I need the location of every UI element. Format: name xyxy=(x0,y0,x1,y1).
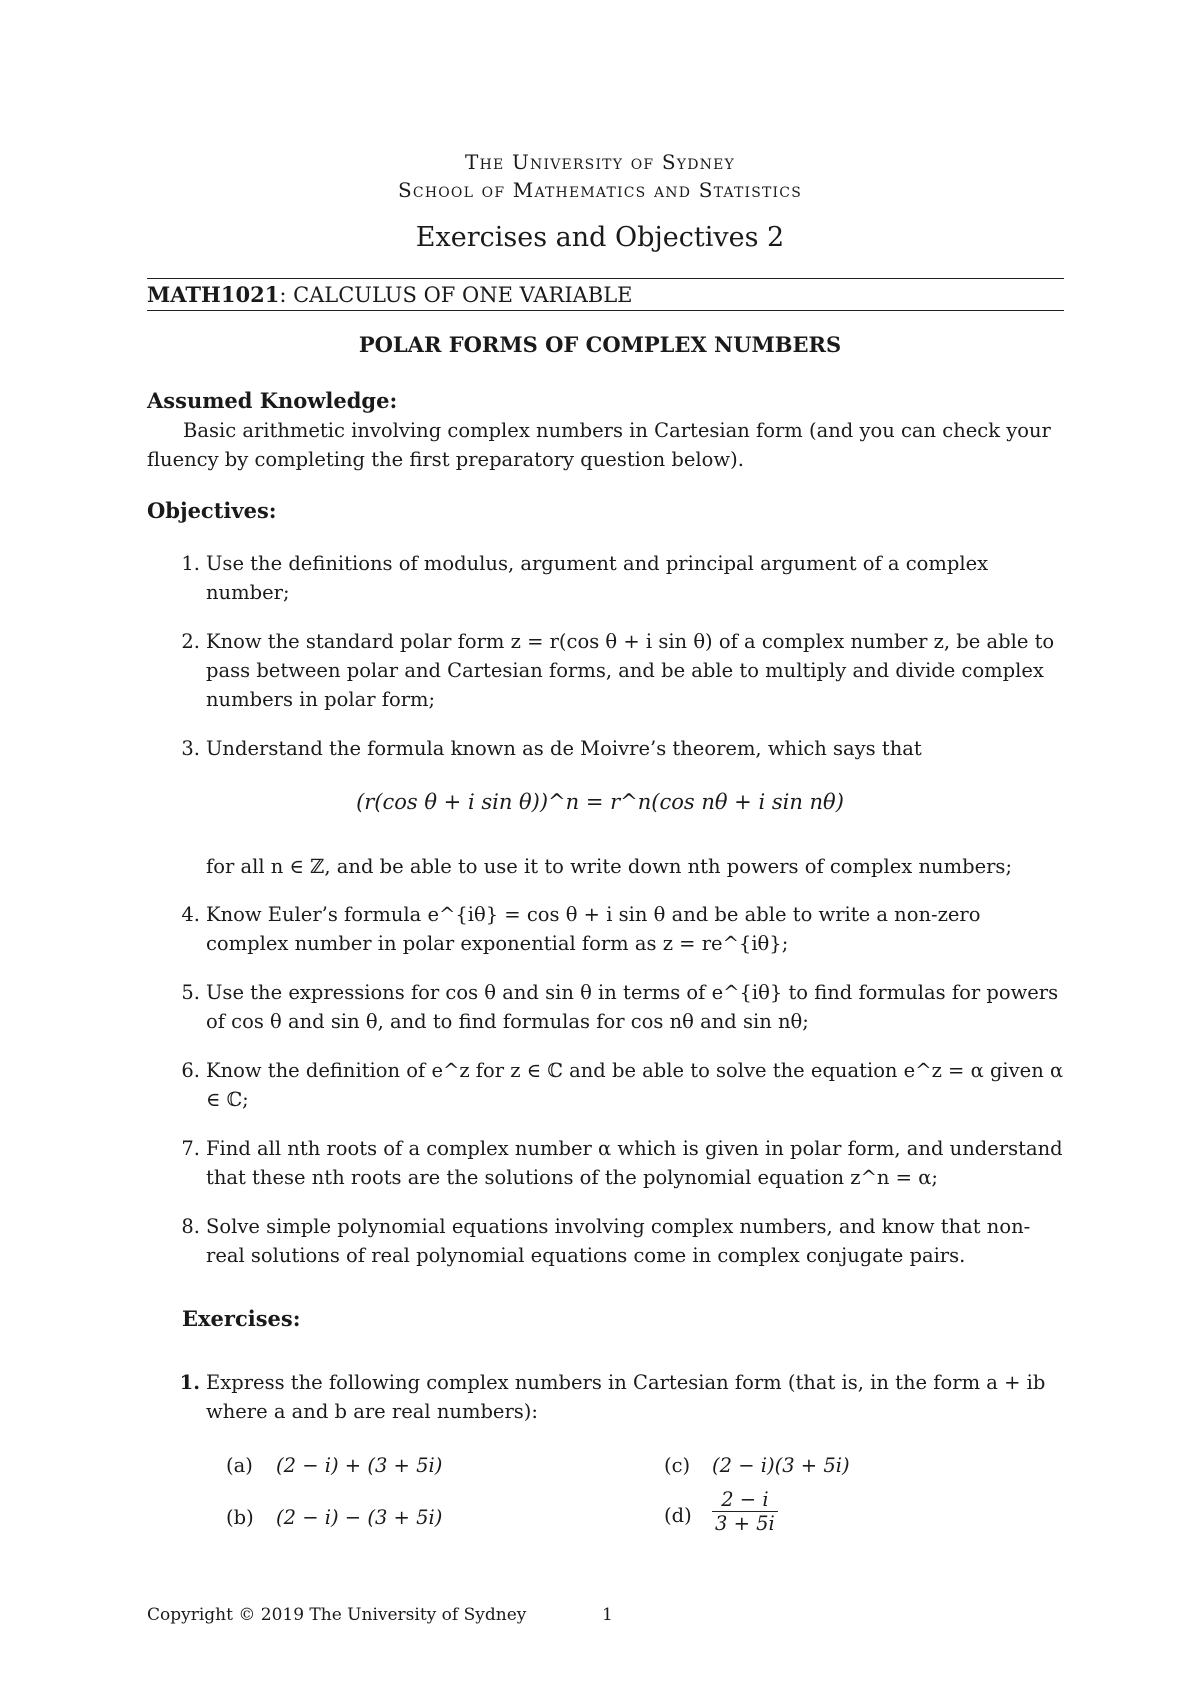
exercise-part-expression: (2 − i) − (3 + 5i) xyxy=(276,1506,443,1529)
objectives-heading: Objectives: xyxy=(147,498,277,523)
de-moivre-equation: (r(cos θ + i sin θ))^n = r^n(cos nθ + i sin nθ) xyxy=(356,790,844,814)
bottom-rule xyxy=(147,310,1064,311)
course-name: : CALCULUS OF ONE VARIABLE xyxy=(279,283,633,307)
course-line xyxy=(147,282,633,307)
fraction-denominator: 3 + 5i xyxy=(715,1512,775,1535)
objective-text: Know the definition of e^z for z ∈ ℂ and be able to solve the equation e^z = α given α ∈ ℂ; xyxy=(206,1059,1064,1111)
exercise-part-label: (b) xyxy=(226,1506,254,1529)
de-moivre-continuation: for all n ∈ ℤ, and be able to use it to write down nth powers of complex numbers; xyxy=(206,855,1013,878)
footer-copyright: Copyright © 2019 The University of Sydney xyxy=(147,1605,527,1625)
exercise-part-fraction xyxy=(712,1488,778,1535)
objective-text: Solve simple polynomial equations involving complex numbers, and know that non-real solutions of real polynomial equations come in complex conjugate pairs. xyxy=(206,1215,1031,1267)
school-name: School of Mathematics and Statistics xyxy=(398,178,802,202)
objective-text: Use the definitions of modulus, argument and principal argument of a complex number; xyxy=(206,552,989,604)
objective-text: Use the expressions for cos θ and sin θ in terms of e^{iθ} to find formulas for powers of cos θ and sin θ, and to find formulas for cos nθ and sin nθ; xyxy=(206,981,1059,1033)
objective-text: Know Euler’s formula e^{iθ} = cos θ + i sin θ and be able to write a non-zero complex number in polar exponential form as z = re^{iθ}; xyxy=(206,903,981,955)
objective-item: 4. Know Euler’s formula e^{iθ} = cos θ + i sin θ and be able to write a non-zero complex number in polar exponential form as z = re^{iθ}; xyxy=(170,900,1064,958)
document-title: Exercises and Objectives 2 xyxy=(415,222,785,253)
exercises-heading: Exercises: xyxy=(182,1306,301,1331)
objective-item: 1. Use the definitions of modulus, argument and principal argument of a complex number; xyxy=(170,549,1064,607)
objective-text: Find all nth roots of a complex number α which is given in polar form, and understand that these nth roots are the solutions of the polynomial equation z^n = α; xyxy=(206,1137,1063,1189)
objective-text: Know the standard polar form z = r(cos θ + i sin θ) of a complex number z, be able to pass between polar and Cartesian forms, and be able to multiply and divide complex numbers in polar form; xyxy=(206,630,1055,711)
objective-item: 7. Find all nth roots of a complex number α which is given in polar form, and understand that these nth roots are the solutions of the polynomial equation z^n = α; xyxy=(170,1134,1064,1192)
page-number: 1 xyxy=(602,1605,613,1625)
university-name: The University of Sydney xyxy=(465,150,735,174)
objective-item: 6. Know the definition of e^z for z ∈ ℂ and be able to solve the equation e^z = α given α ∈ ℂ; xyxy=(170,1056,1064,1114)
exercise-item: 1. Express the following complex numbers in Cartesian form (that is, in the form a + ib where a and b are real numbers): xyxy=(170,1368,1064,1426)
exercise-part-label: (c) xyxy=(664,1454,691,1477)
exercise-part-expression: (2 − i)(3 + 5i) xyxy=(712,1454,850,1477)
objective-text: Understand the formula known as de Moivre’s theorem, which says that xyxy=(206,737,922,760)
objective-item: 8. Solve simple polynomial equations involving complex numbers, and know that non-real solutions of real polynomial equations come in complex conjugate pairs. xyxy=(170,1212,1064,1270)
top-rule xyxy=(147,278,1064,279)
objective-item: 2. Know the standard polar form z = r(cos θ + i sin θ) of a complex number z, be able to pass between polar and Cartesian forms, and be able to multiply and divide complex numbers in polar form; xyxy=(170,627,1064,714)
exercise-text: Express the following complex numbers in Cartesian form (that is, in the form a + ib where a and b are real numbers): xyxy=(206,1371,1046,1423)
topic-title: POLAR FORMS OF COMPLEX NUMBERS xyxy=(358,332,842,357)
assumed-knowledge-text: Basic arithmetic involving complex numbers in Cartesian form (and you can check your fluency by completing the first preparatory question below). xyxy=(147,419,1051,471)
course-code: MATH1021 xyxy=(147,282,280,307)
assumed-knowledge-heading: Assumed Knowledge: xyxy=(147,388,398,413)
exercise-part-label: (a) xyxy=(226,1454,253,1477)
fraction-numerator: 2 − i xyxy=(712,1488,778,1512)
exercise-part-label: (d) xyxy=(664,1504,692,1527)
objective-item: 3. Understand the formula known as de Moivre’s theorem, which says that xyxy=(170,734,1064,763)
exercise-part-expression: (2 − i) + (3 + 5i) xyxy=(276,1454,443,1477)
objective-item: 5. Use the expressions for cos θ and sin θ in terms of e^{iθ} to find formulas for powers of cos θ and sin θ, and to find formulas for cos nθ and sin nθ; xyxy=(170,978,1064,1036)
